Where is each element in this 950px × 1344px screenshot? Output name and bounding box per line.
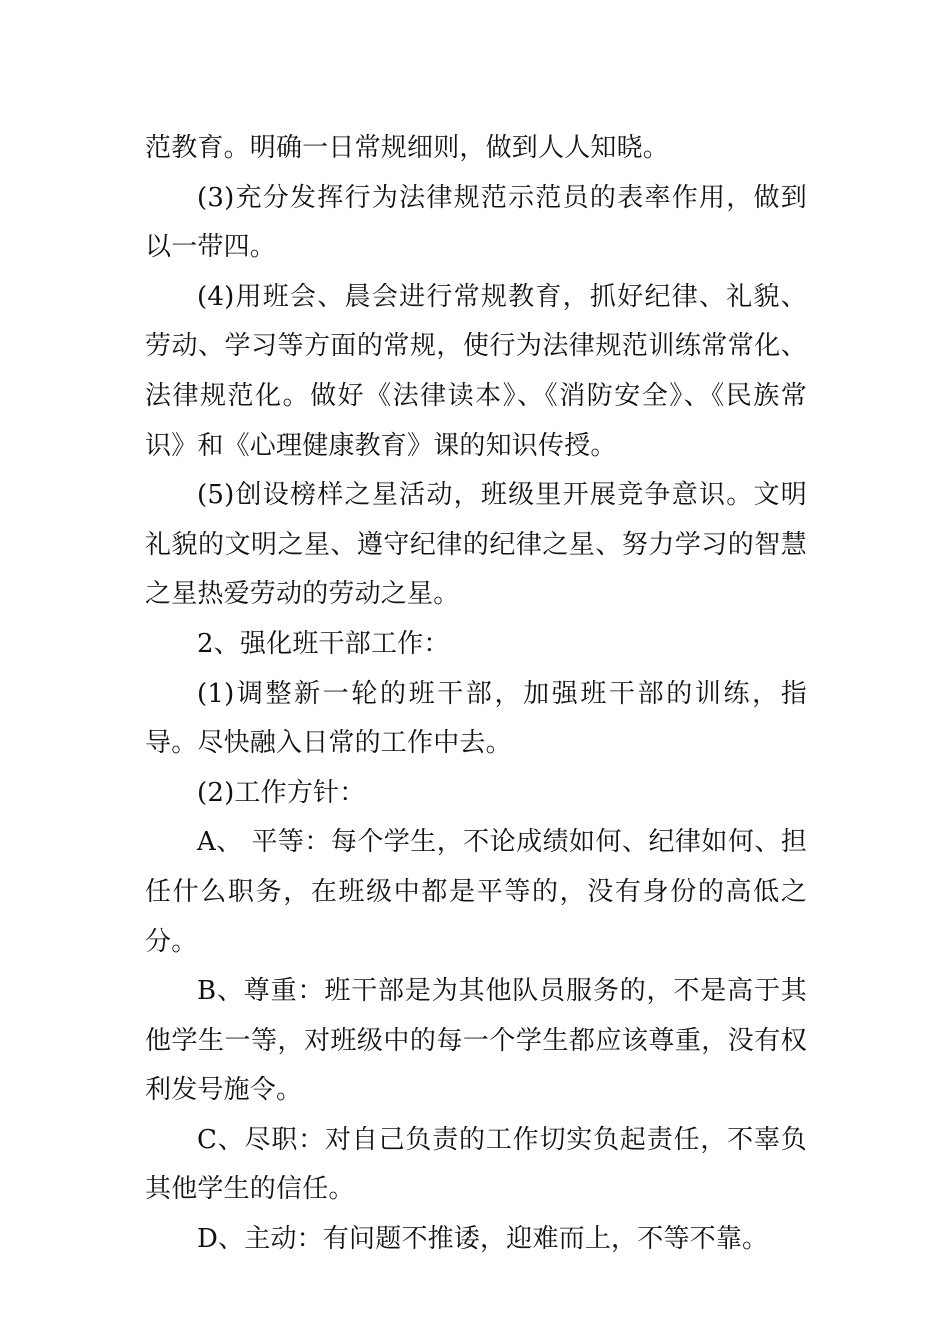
paragraph: A、 平等：每个学生，不论成绩如何、纪律如何、担任什么职务，在班级中都是平等的，没有身份的高低之分。 bbox=[145, 827, 807, 957]
paragraph: (5)创设榜样之星活动，班级里开展竞争意识。文明礼貌的文明之星、遵守纪律的纪律之星、努力学习的智慧之星热爱劳动的劳动之星。 bbox=[145, 480, 807, 610]
paragraph: 范教育。明确一日常规细则，做到人人知晓。 bbox=[145, 133, 670, 163]
paragraph: (1)调整新一轮的班干部，加强班干部的训练，指导。尽快融入日常的工作中去。 bbox=[145, 678, 807, 759]
paragraph: (4)用班会、晨会进行常规教育，抓好纪律、礼貌、劳动、学习等方面的常规，使行为法律规范训练常常化、法律规范化。做好《法律读本》、《消防安全》、《民族常识》和《心理健康教育》课的知识传授。 bbox=[145, 281, 807, 461]
paragraph: 2、强化班干部工作： bbox=[197, 628, 450, 659]
paragraph: B、尊重：班干部是为其他队员服务的，不是高于其他学生一等，对班级中的每一个学生都应该尊重，没有权利发号施令。 bbox=[145, 976, 807, 1106]
paragraph: D、主动：有问题不推诿，迎难而上，不等不靠。 bbox=[197, 1224, 769, 1255]
document-body bbox=[145, 124, 807, 1265]
paragraph: C、尽职：对自己负责的工作切实负起责任，不辜负其他学生的信任。 bbox=[145, 1124, 807, 1205]
paragraph: (2)工作方针： bbox=[197, 777, 366, 808]
paragraph: (3)充分发挥行为法律规范示范员的表率作用，做到以一带四。 bbox=[145, 182, 807, 263]
